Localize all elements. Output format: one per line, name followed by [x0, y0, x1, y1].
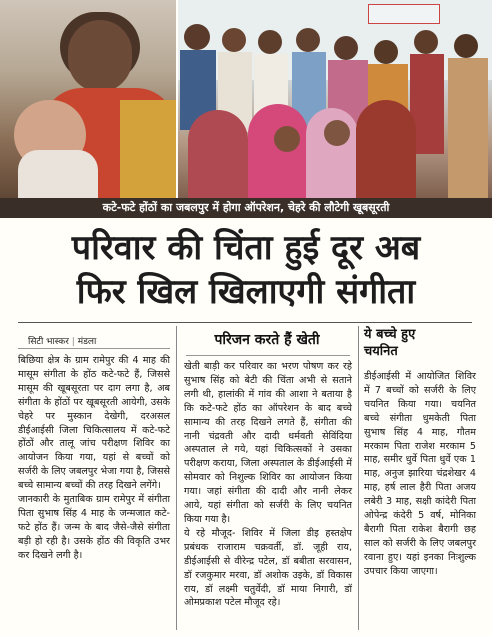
- headline-line-2: फिर खिल खिलाएगी संगीता: [76, 272, 416, 312]
- photo-strip: [0, 0, 492, 214]
- dateline: सिटी भास्कर | मंडला: [28, 337, 97, 347]
- dateline-source: सिटी भास्कर: [28, 337, 69, 347]
- column-2-heading: परिजन करते हैं खेती: [214, 332, 320, 348]
- column-3: [364, 370, 476, 579]
- photo-group-camp: [178, 0, 492, 202]
- column-1: [18, 354, 170, 563]
- column-2-paragraph-2: ये रहे मौजूद- शिविर में जिला डीइ हस्तक्षेप प्रबंधक राजाराम चक्रवर्ती, डॉ. जूही राय, डीईआईसी से वीरेन्द्र पटेल, डॉ बबीता सरवासन, डॉ रजकुमार मरवा, डॉ अशोक उइके, डॉ विकास राय, डॉ लक्ष्मी चतुर्वेदी, डॉ माया निगारी, डॉ ओमप्रकाश पटेल मौजूद रहे।: [184, 527, 352, 609]
- column-3-paragraph-1: डीईआईसी में आयोजित शिविर में 7 बच्चों को सर्जरी के लिए चयनित किया गया। चयनित बच्चे संगीता धुमकेती पिता सुभाष सिंह 4 माह, गौतम मरकाम पिता राजेश मरकाम 5 माह, समीर धुर्वे पिता धुर्वे एक 1 माह, अनुज झारिया चंद्रशेखर 4 माह, हर्ष लाल हैरी पिता अजय लबेरी 3 माह, सक्षी कांदेरी पिता ओपेन्द्र कंदेरी 5 वर्ष, मोनिका बैरागी पिता राकेश बैरागी छह साल को सर्जरी के लिए जबलपुर रवाना हुए। यहां इनका निःशुल्क उपचार किया जाएगा।: [364, 371, 476, 577]
- photo-caption: कटे-फटे होंठों का जबलपुर में होगा ऑपरेशन, चेहरे की लौटेगी खूबसूरती: [0, 198, 492, 218]
- dateline-rule: [18, 348, 170, 349]
- photo-mother-child: [0, 0, 176, 202]
- column-divider-2: [358, 326, 359, 630]
- column-3-heading-line-2: चयनित: [364, 344, 398, 359]
- column-1-paragraph-1: बिछिया क्षेत्र के ग्राम रामेपुर की 4 माह की मासूम संगीता के होंठ कटे-फटे हैं, जिससे मासूम की खूबसूरता पर दाग लगा है, अब संगीता के होंठों पर खूबसूरती आयेगी, उसके चेहरे पर मुस्कान देखेगी, दरअसल डीईआईसी जिला चिकित्सालय में कटे-फटे होंठों और तालू जांच परीक्षण शिविर का आयोजन किया गया, यहां से बच्चों को सर्जरी के लिए जबलपुर भेजा गया है, जिससे बच्चे सामान्य बच्चों की तरह दिखने लगेंगे।: [18, 355, 171, 492]
- column-3-heading: [364, 326, 476, 360]
- dateline-place: मंडला: [77, 337, 97, 347]
- headline: [6, 226, 486, 314]
- headline-rule: [18, 322, 472, 323]
- column-2-paragraph-1: खेती बाड़ी कर परिवार का भरण पोषण कर रहे सुभाष सिंह को बेटी की चिंता अभी से सताने लगी थी, हालांकी में गांव की आशा ने बताया है कि कटे-फटे होंठ का ऑपरेशन के बाद बच्चे सामान्य की तरह दिखने लगते हैं, संगीता की नानी चंद्रवती और दादी धर्मवती सेविंदिया अस्पताल ले गये, यहां चिकित्सकों ने उसका परीक्षण कराया, जिला अस्पताल के डीईआईसी में सोमवार को निशुल्क शिविर का आयोजन किया गया। जहां संगीता की दादी और नानी लेकर आये, यहां संगीता को सर्जरी के लिए चयनित किया गया है।: [184, 361, 352, 525]
- column-2-heading-rule: [186, 355, 350, 356]
- column-1-paragraph-2: जानकारी के मुताबिक ग्राम रामेपुर में संगीता पिता सुभाष सिंह 4 माह के जन्मजात कटे-फटे होंठ हैं। जन्म के बाद जैसे-जैसे संगीता बड़ी हो रही है। उसके होंठ की विकृति उभर कर दिखने लगी है।: [18, 494, 170, 561]
- column-3-heading-line-1: ये बच्चे हुए: [364, 327, 416, 342]
- headline-line-1: परिवार की चिंता हुई दूर अब: [71, 228, 421, 268]
- column-2: [184, 360, 352, 610]
- column-divider-1: [176, 326, 177, 630]
